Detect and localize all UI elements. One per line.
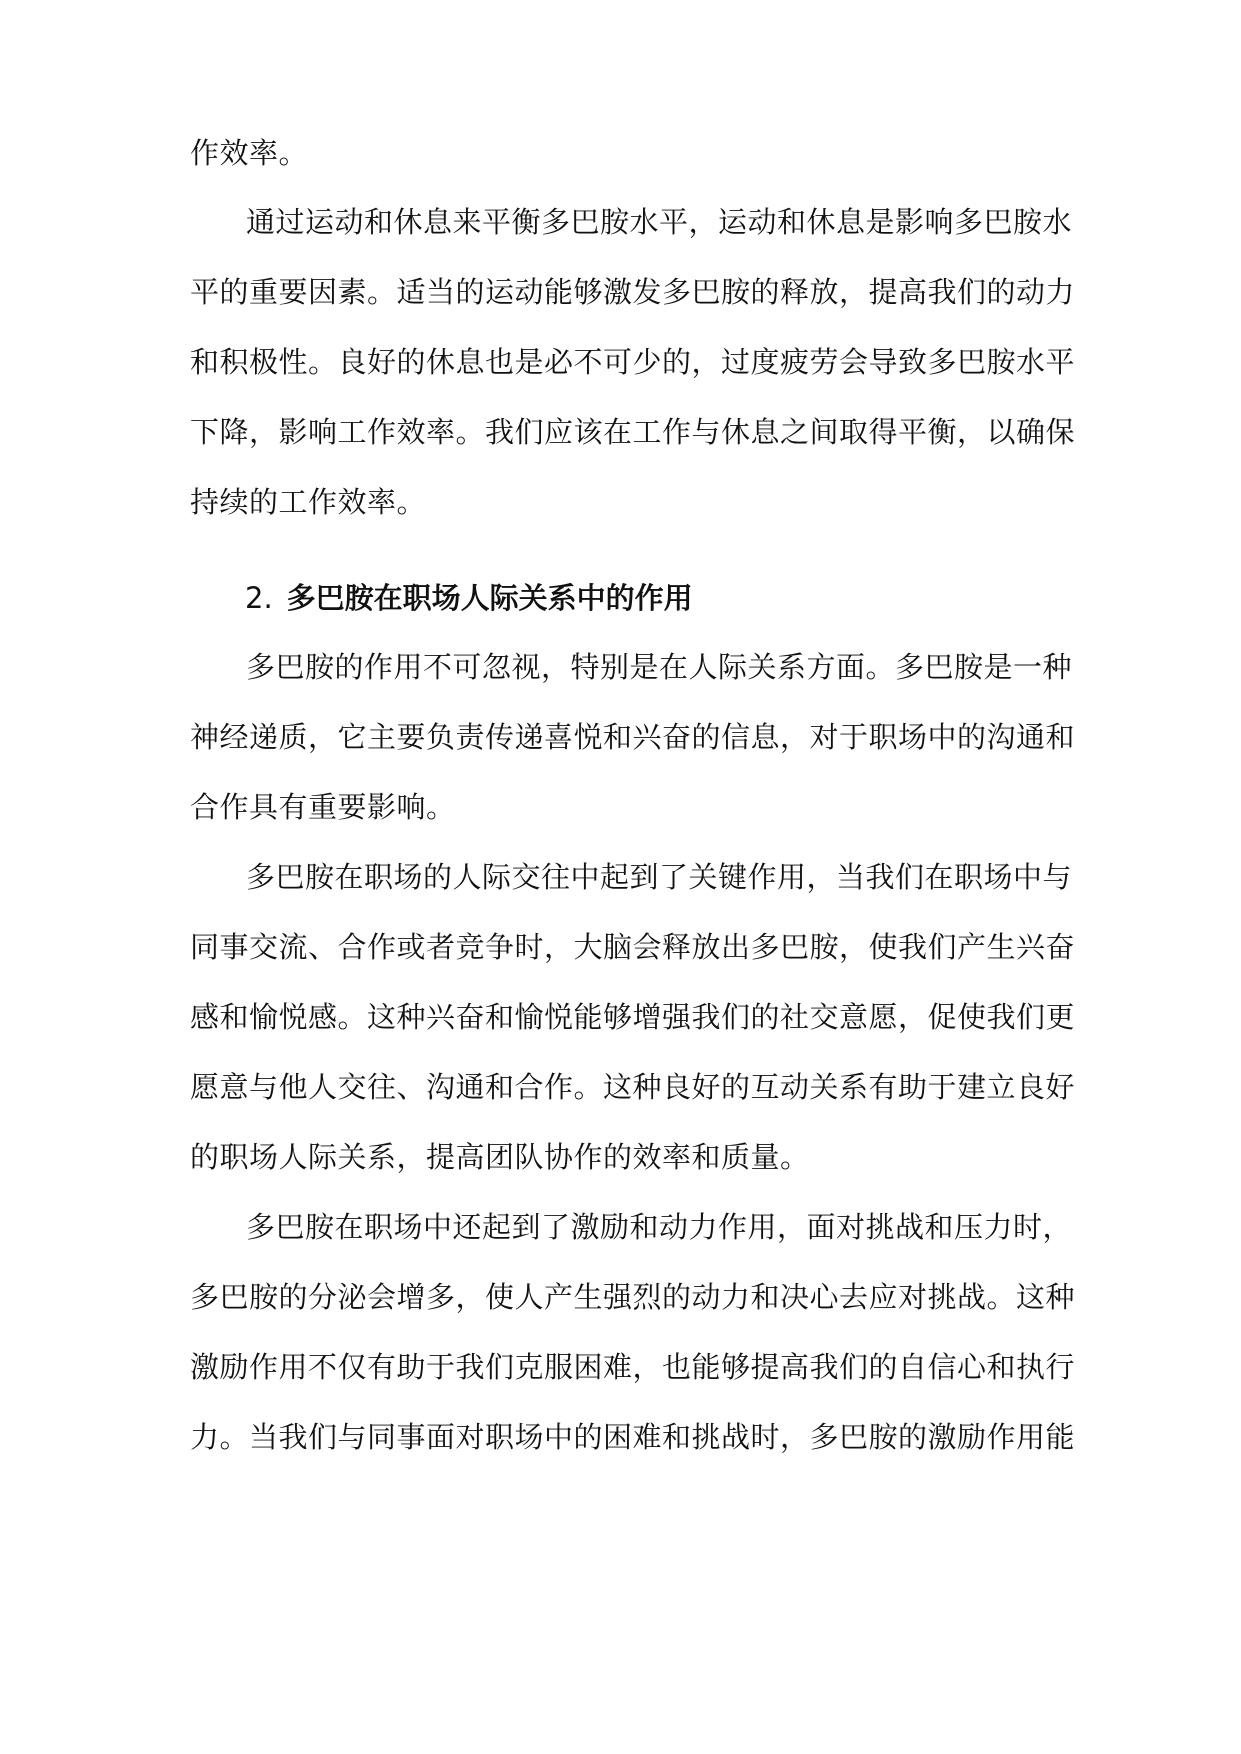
paragraph-line: 激励作用不仅有助于我们克服困难，也能够提高我们的自信心和执行: [190, 1350, 1076, 1384]
section-heading: [245, 578, 693, 618]
paragraph-line: 多巴胺的作用不可忽视，特别是在人际关系方面。多巴胺是一种: [246, 650, 1073, 684]
paragraph-line: 平的重要因素。适当的运动能够激发多巴胺的释放，提高我们的动力: [190, 275, 1076, 309]
paragraph-line: 持续的工作效率。: [190, 485, 427, 519]
paragraph-line: 作效率。: [190, 136, 309, 170]
paragraph-line: 和积极性。良好的休息也是必不可少的，过度疲劳会导致多巴胺水平: [190, 345, 1076, 379]
paragraph-line: 多巴胺在职场中还起到了激励和动力作用，面对挑战和压力时，: [246, 1210, 1073, 1244]
paragraph-line: 神经递质，它主要负责传递喜悦和兴奋的信息，对于职场中的沟通和: [190, 720, 1076, 754]
paragraph-line: 同事交流、合作或者竞争时，大脑会释放出多巴胺，使我们产生兴奋: [190, 930, 1076, 964]
paragraph-line: 愿意与他人交往、沟通和合作。这种良好的互动关系有助于建立良好: [190, 1070, 1076, 1104]
paragraph-line: 下降，影响工作效率。我们应该在工作与休息之间取得平衡，以确保: [190, 415, 1076, 449]
paragraph-line: 通过运动和休息来平衡多巴胺水平，运动和休息是影响多巴胺水: [246, 205, 1073, 239]
paragraph-line: 多巴胺的分泌会增多，使人产生强烈的动力和决心去应对挑战。这种: [190, 1280, 1076, 1314]
paragraph-line: 力。当我们与同事面对职场中的困难和挑战时，多巴胺的激励作用能: [190, 1420, 1076, 1454]
paragraph-line: 合作具有重要影响。: [190, 790, 456, 824]
paragraph-line: 多巴胺在职场的人际交往中起到了关键作用，当我们在职场中与: [246, 860, 1073, 894]
section-number: 2.: [245, 581, 273, 615]
section-title: 多巴胺在职场人际关系中的作用: [286, 581, 693, 615]
paragraph-line: 的职场人际关系，提高团队协作的效率和质量。: [190, 1140, 810, 1174]
paragraph-line: 感和愉悦感。这种兴奋和愉悦能够增强我们的社交意愿，促使我们更: [190, 1000, 1076, 1034]
